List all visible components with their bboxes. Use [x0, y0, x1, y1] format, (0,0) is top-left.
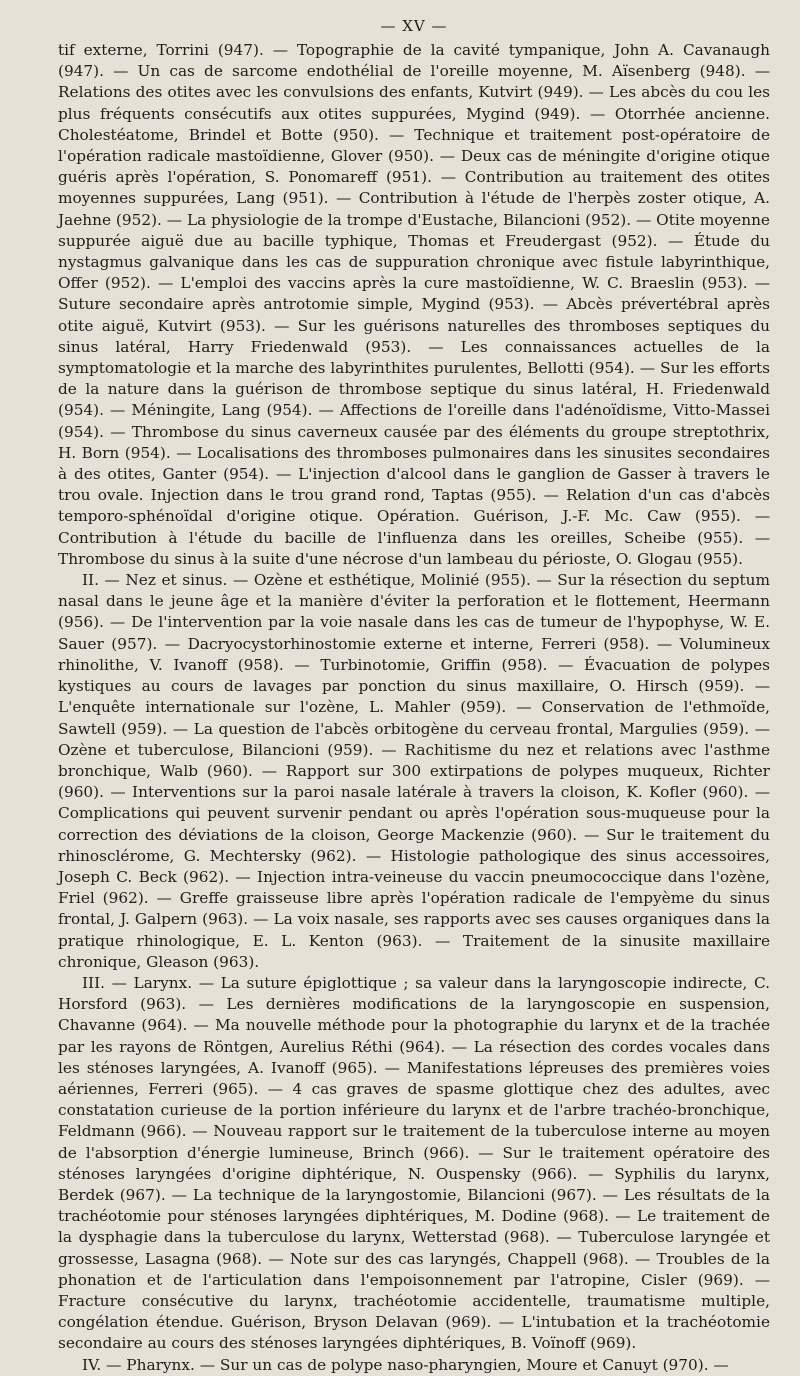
paragraph-ear-continued: tif externe, Torrini (947). — Topographie de la cavité tympanique, John A. Cavanaugh (947). — Un cas de sarcome endothélial de l'oreille moyenne, M. Aïsenberg (948). — Relations des otites avec les convulsions des enfants, Kutvirt (949). — Les abcès du cou les plus fréquents consécutifs aux otites suppurées, Mygind (949). — Otorrhée ancienne. Cholestéatome, Brindel et Botte (950). — Technique et traitement post-opératoire de l'opération radicale mastoïdienne, Glover (950). — Deux cas de méningite d'origine otique guéris après l'opération, S. Ponomareff (951). — Contribution au traitement des otites moyennes suppurées, Lang (951). — Contribution à l'étude de l'herpès zoster otique, A. Jaehne (952). — La physiologie de la trompe d'Eustache, Bilancioni (952). — Otite moyenne suppurée aiguë due au bacille typhique, Thomas et Freudergast (952). — Étude du nystagmus galvanique dans les cas de suppuration chronique avec fistule labyrinthique, Offer (952). — L'emploi des vaccins après la cure mastoïdienne, W. C. Braeslin (953). — Suture secondaire après antrotomie simple, Mygind (953). — Abcès prévertébral après otite aiguë, Kutvirt (953). — Sur les guérisons naturelles des thromboses septiques du sinus latéral, Harry Friedenwald (953). — Les connaissances actuelles de la symptomatologie et la marche des labyrinthites purulentes, Bellotti (954). — Sur les efforts de la nature dans la guérison de thrombose septique du sinus latéral, H. Friedenwald (954). — Méningite, Lang (954). — Affections de l'oreille dans l'adénoïdisme, Vitto-Massei (954). — Thrombose du sinus caverneux causée par des éléments du groupe streptothrix, H. Born (954). — Localisations des thromboses pulmonaires dans les sinusites secondaires à des otites, Ganter (954). — L'injection d'alcool dans le ganglion de Gasser à travers le trou ovale. Injection dans le trou grand rond, Taptas (955). — Relation d'un cas d'abcès temporo-sphénoïdal d'origine otique. Opération. Guérison, J.-F. Mc. Caw (955). — Contribution à l'étude du bacille de l'influenza dans les oreilles, Scheibe (955). — Thrombose du sinus à la suite d'une nécrose d'un lambeau du périoste, O. Glogau (955).	[58, 41, 770, 568]
paragraph-pharynx: IV. — Pharynx. — Sur un cas de polype naso-pharyngien, Moure et Canuyt (970). —	[82, 1355, 729, 1374]
page-header-roman-numeral: — XV —	[380, 17, 448, 35]
paragraph-larynx: III. — Larynx. — La suture épiglottique ; sa valeur dans la laryngoscopie indirecte, C. Horsford (963). — Les dernières modifications de la laryngoscopie en suspension, Chavanne (964). — Ma nouvelle méthode pour la photographie du larynx et de la trachée par les rayons de Röntgen, Aurelius Réthi (964). — La résection des cordes vocales dans les sténoses laryngées, A. Ivanoff (965). — Manifestations lépreuses des premières voies aériennes, Ferreri (965). — 4 cas graves de spasme glottique chez des adultes, avec constatation curieuse de la portion inférieure du larynx et de l'arbre trachéo-bronchique, Feldmann (966). — Nouveau rapport sur le traitement de la tuberculose interne au moyen de l'absorption d'énergie lumineuse, Brinch (966). — Sur le traitement opératoire des sténoses laryngées d'origine diphtérique, N. Ouspensky (966). — Syphilis du larynx, Berdek (967). — La technique de la laryngostomie, Bilancioni (967). — Les résultats de la trachéotomie pour sténoses laryngées diphtériques, M. Dodine (968). — Le traitement de la dysphagie dans la tuberculose du larynx, Wetterstad (968). — Tuberculose laryngée et grossesse, Lasagna (968). — Note sur des cas laryngés, Chappell (968). — Troubles de la phonation et de l'articulation dans l'empoisonnement par l'atropine, Cisler (969). — Fracture consécutive du larynx, trachéotomie accidentelle, traumatisme multiple, congélation étendue. Guérison, Bryson Delavan (969). — L'intubation et la trachéotomie secondaire au cours des sténoses laryngées diphtériques, B. Voïnoff (969).	[58, 973, 770, 1353]
paragraph-nose-sinus: II. — Nez et sinus. — Ozène et esthétique, Molinié (955). — Sur la résection du septum nasal dans le jeune âge et la manière d'éviter la perforation et le flottement, Heermann (956). — De l'intervention par la voie nasale dans les cas de tumeur de l'hypophyse, W. E. Sauer (957). — Dacryocystorhinostomie externe et interne, Ferreri (958). — Volumineux rhinolithe, V. Ivanoff (958). — Turbinotomie, Griffin (958). — Évacuation de polypes kystiques au cours de lavages par ponction du sinus maxillaire, O. Hirsch (959). — L'enquête internationale sur l'ozène, L. Mahler (959). — Conservation de l'ethmoïde, Sawtell (959). — La question de l'abcès orbitogène du cerveau frontal, Margulies (959). — Ozène et tuberculose, Bilancioni (959). — Rachitisme du nez et relations avec l'asthme bronchique, Walb (960). — Rapport sur 300 extirpations de polypes muqueux, Richter (960). — Interventions sur la paroi nasale latérale à travers la cloison, K. Kofler (960). — Complications qui peuvent survenir pendant ou après l'opération sous-muqueuse pour la correction des déviations de la cloison, George Mackenzie (960). — Sur le traitement du rhinosclérome, G. Mechtersky (962). — Histologie pathologique des sinus accessoires, Joseph C. Beck (962). — Injection intra-veineuse du vaccin pneumococcique dans l'ozène, Friel (962). — Greffe graisseuse libre après l'opération radicale de l'empyème du sinus frontal, J. Galpern (963). — La voix nasale, ses rapports avec ses causes organiques dans la pratique rhinologique, E. L. Kenton (963). — Traitement de la sinusite maxillaire chronique, Gleason (963).	[58, 571, 770, 971]
